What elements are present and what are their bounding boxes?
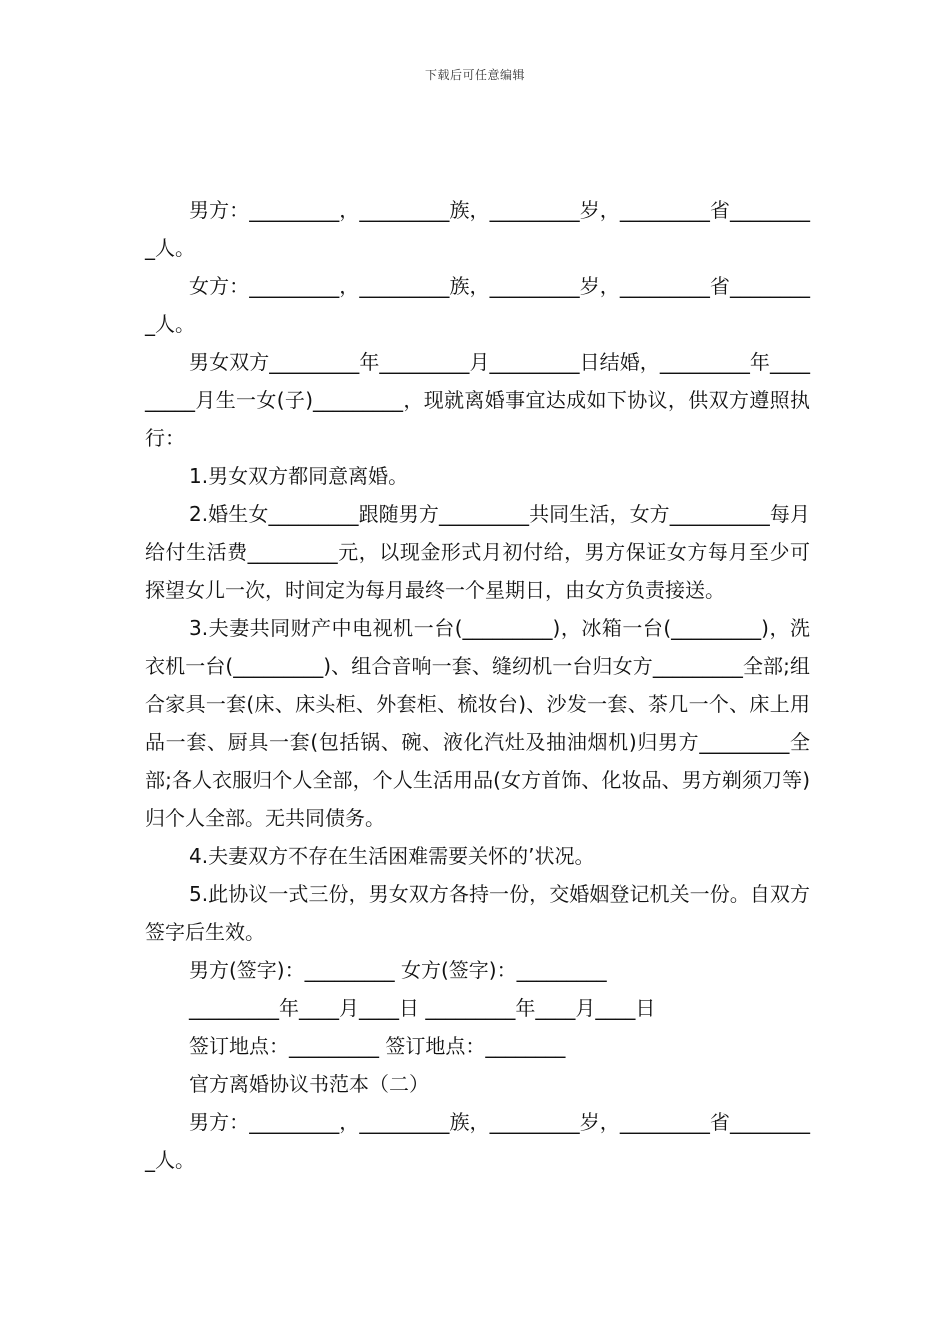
paragraph-clause-4: 4.夫妻双方不存在生活困难需要关怀的’状况。 — [189, 844, 595, 868]
paragraph-signatures: 男方(签字)：_________ 女方(签字)：_________ — [189, 958, 607, 982]
paragraph-male-info-2: 男方：_________，_________族，_________岁，_________省_________人。 — [145, 1110, 810, 1172]
paragraph-clause-3: 3.夫妻共同财产中电视机一台(_________)，冰箱一台(_________)，洗衣机一台(_________)、组合音响一套、缝纫机一台归女方_________全部;组合家具一套(床、床头柜、外套柜、梳妆台)、沙发一套、茶几一个、床上用品一套、厨具一套(包括锅、碗、液化汽灶及抽油烟机)归男方_________全部;各人衣服归个人全部，个人生活用品(女方首饰、化妆品、男方剃须刀等)归个人全部。无共同债务。 — [145, 616, 810, 830]
paragraph-marriage-info: 男女双方_________年_________月_________日结婚，_________年_________月生一女(子)_________，现就离婚事宜达成如下协议，供双方遵照执行： — [145, 350, 810, 450]
paragraph-male-info: 男方：_________，_________族，_________岁，_________省_________人。 — [145, 198, 810, 260]
page-header-note: 下载后可任意编辑 — [424, 68, 525, 82]
section-title-sample-2: 官方离婚协议书范本（二） — [189, 1072, 429, 1096]
paragraph-dates: _________年____月____日 _________年____月____日 — [189, 996, 656, 1020]
document-body — [145, 191, 810, 1179]
paragraph-clause-5: 5.此协议一式三份，男女双方各持一份，交婚姻登记机关一份。自双方签字后生效。 — [145, 882, 810, 944]
paragraph-female-info: 女方：_________，_________族，_________岁，_________省_________人。 — [145, 274, 810, 336]
paragraph-signing-place: 签订地点：_________ 签订地点：________ — [189, 1034, 566, 1058]
paragraph-clause-2: 2.婚生女_________跟随男方_________共同生活，女方__________每月给付生活费_________元，以现金形式月初付给，男方保证女方每月至少可探望女儿一次，时间定为每月最终一个星期日，由女方负责接送。 — [145, 502, 810, 602]
paragraph-clause-1: 1.男女双方都同意离婚。 — [189, 464, 409, 488]
